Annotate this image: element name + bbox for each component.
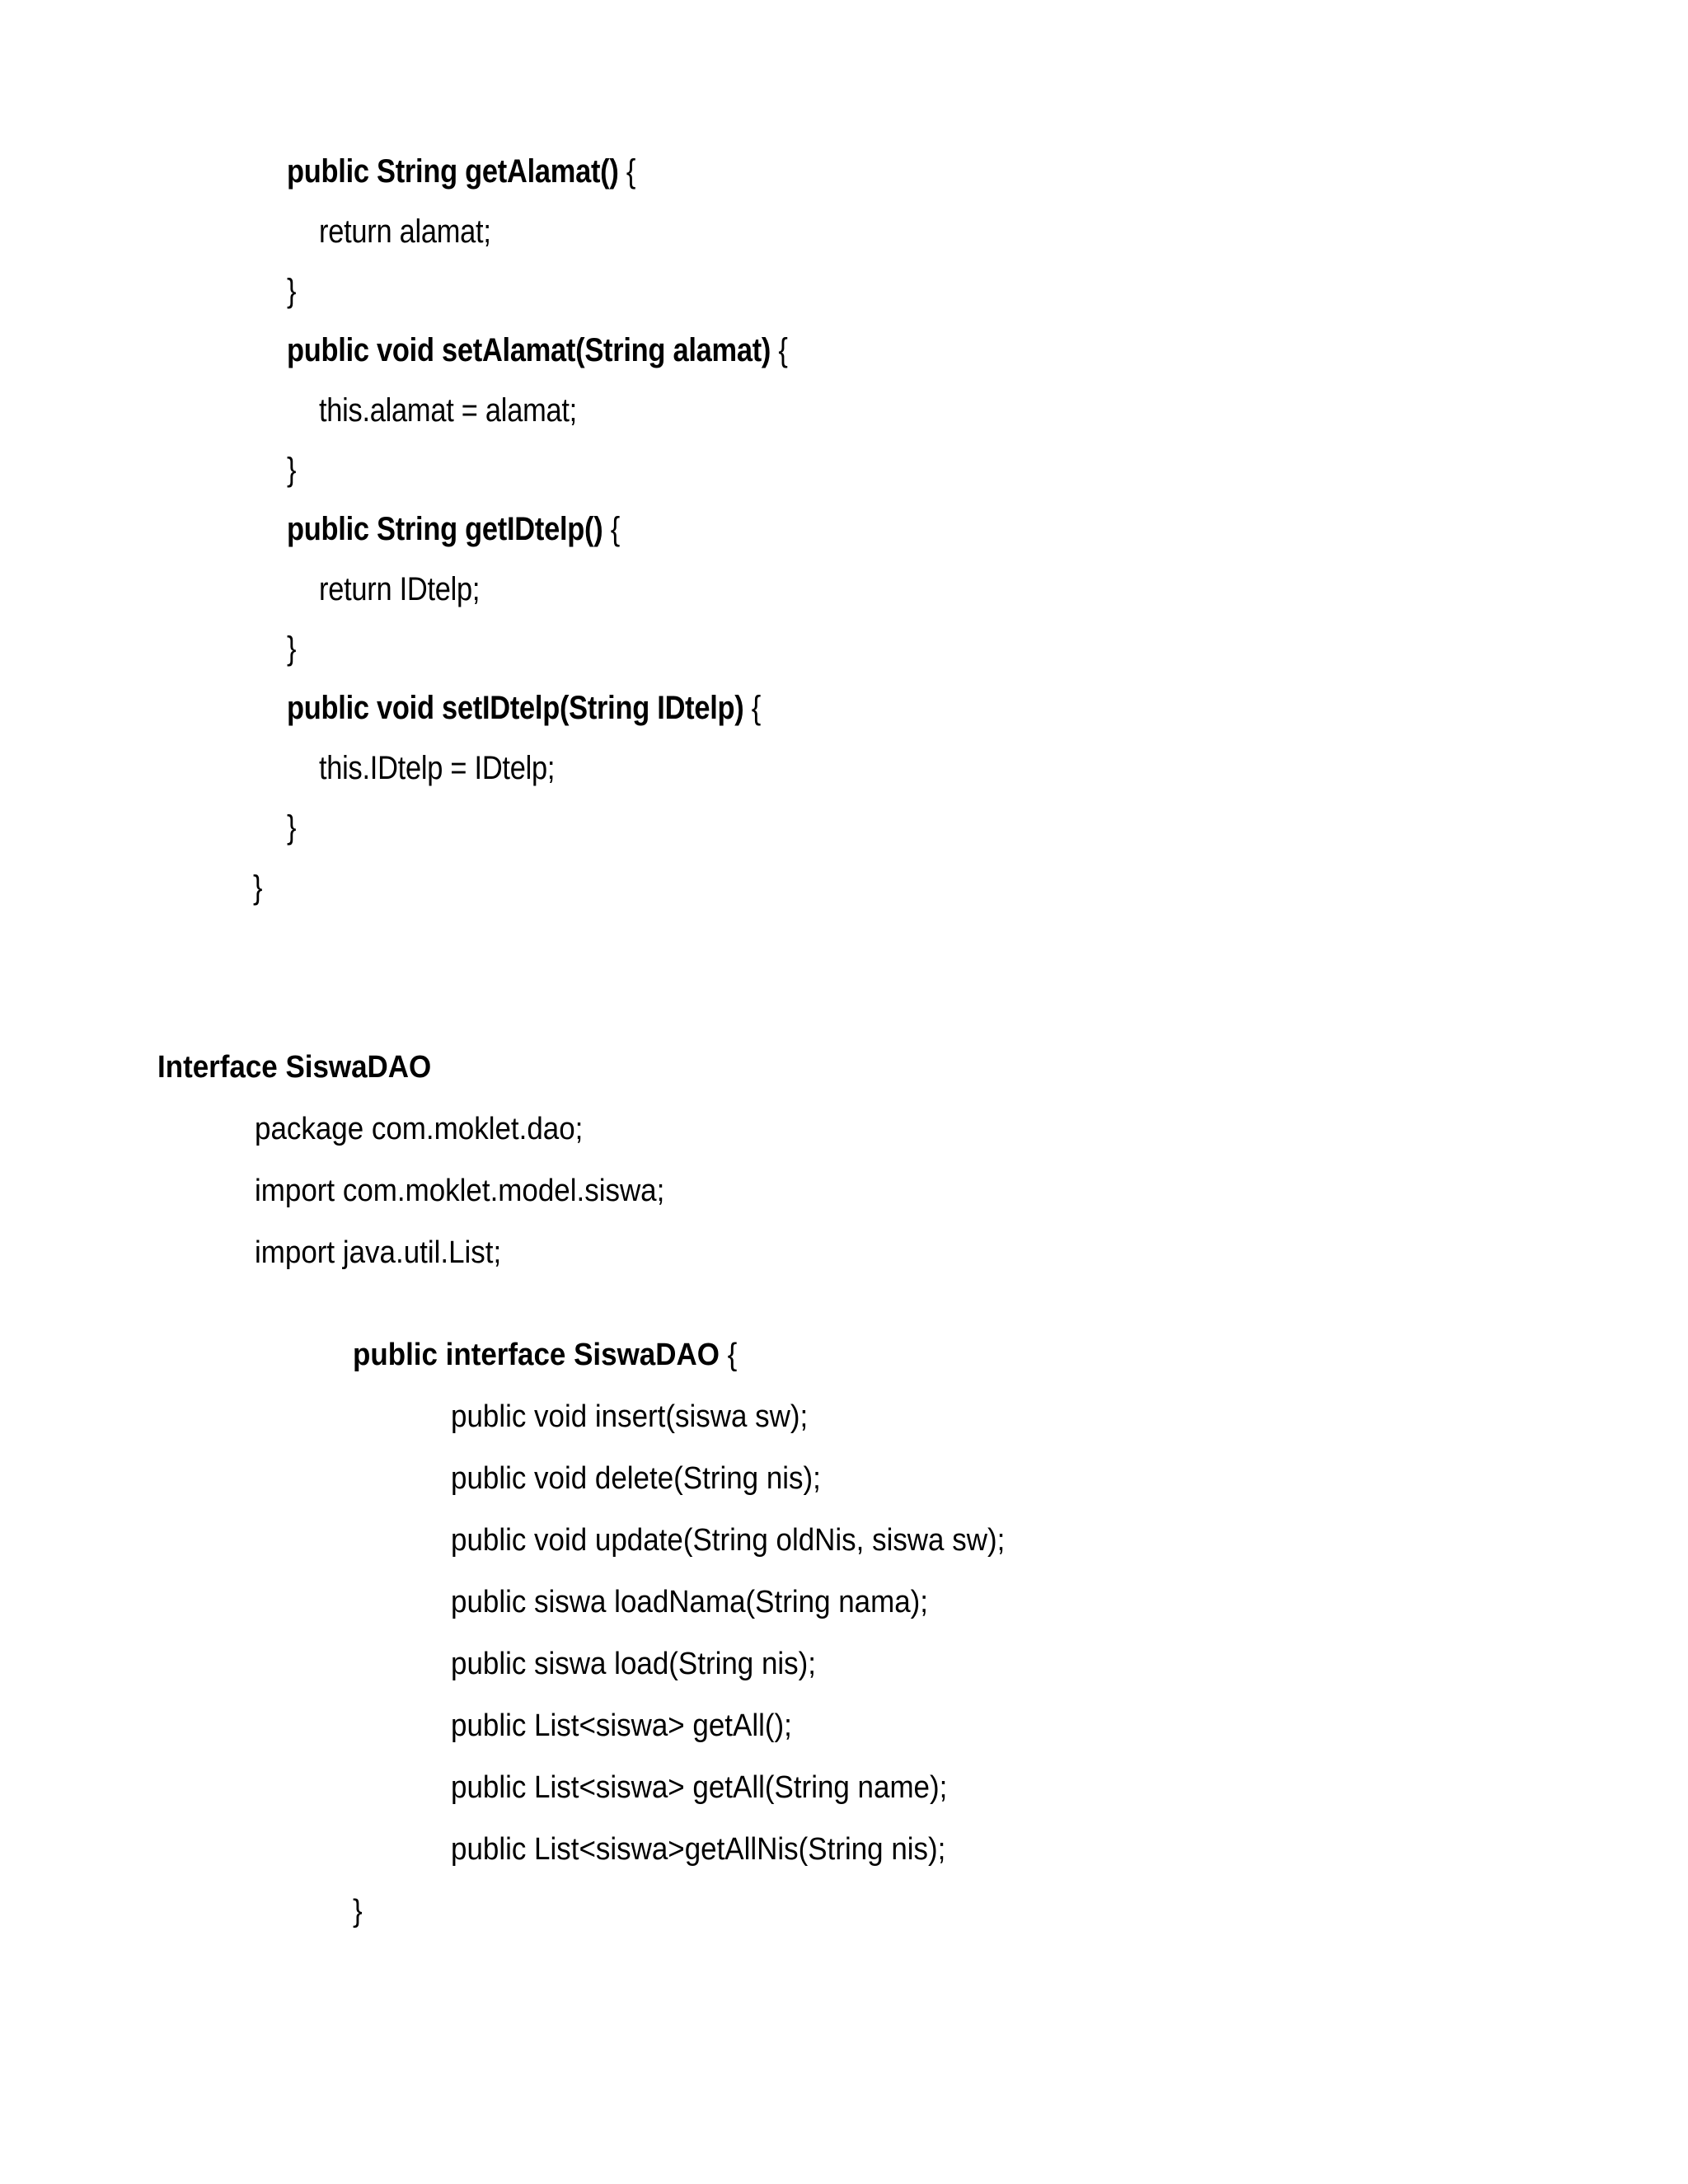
set-alamat-open-brace: { xyxy=(771,332,788,368)
get-alamat-signature-line xyxy=(287,155,635,188)
method-get-all: public List<siswa> getAll(); xyxy=(451,1708,792,1743)
set-idtelp-signature-line xyxy=(287,691,761,724)
get-idtelp-open-brace: { xyxy=(603,511,620,547)
interface-declaration-line xyxy=(353,1339,737,1371)
set-alamat-body: this.alamat = alamat; xyxy=(319,392,577,429)
method-insert: public void insert(siswa sw); xyxy=(451,1399,809,1434)
get-idtelp-body: return IDtelp; xyxy=(319,571,481,607)
interface-declaration: public interface SiswaDAO xyxy=(353,1338,720,1372)
set-idtelp-signature: public void setIDtelp(String IDtelp) xyxy=(287,690,744,726)
section-heading: Interface SiswaDAO xyxy=(157,1050,432,1085)
get-idtelp-close-brace: } xyxy=(287,630,297,667)
get-alamat-signature: public String getAlamat() xyxy=(287,153,619,190)
get-idtelp-signature: public String getIDtelp() xyxy=(287,511,603,547)
interface-close-brace: } xyxy=(353,1894,363,1929)
get-alamat-open-brace: { xyxy=(618,153,636,190)
set-idtelp-body: this.IDtelp = IDtelp; xyxy=(319,750,556,786)
class-close-brace: } xyxy=(253,869,263,906)
set-alamat-signature: public void setAlamat(String alamat) xyxy=(287,332,771,368)
method-delete: public void delete(String nis); xyxy=(451,1461,821,1496)
method-get-all-by-name: public List<siswa> getAll(String name); xyxy=(451,1770,948,1805)
set-idtelp-close-brace: } xyxy=(287,809,297,846)
get-alamat-close-brace: } xyxy=(287,273,297,309)
import-list-line: import java.util.List; xyxy=(255,1235,502,1270)
set-alamat-close-brace: } xyxy=(287,452,297,488)
method-load: public siswa load(String nis); xyxy=(451,1647,817,1681)
get-idtelp-signature-line xyxy=(287,513,620,546)
import-model-line: import com.moklet.model.siswa; xyxy=(255,1174,665,1208)
interface-open-brace: { xyxy=(719,1338,738,1372)
package-line: package com.moklet.dao; xyxy=(255,1112,584,1146)
set-alamat-signature-line xyxy=(287,334,788,367)
method-update: public void update(String oldNis, siswa sw); xyxy=(451,1523,1006,1558)
get-alamat-body: return alamat; xyxy=(319,213,491,250)
method-load-nama: public siswa loadNama(String nama); xyxy=(451,1585,929,1619)
method-get-all-nis: public List<siswa>getAllNis(String nis); xyxy=(451,1832,946,1867)
set-idtelp-open-brace: { xyxy=(743,690,762,726)
